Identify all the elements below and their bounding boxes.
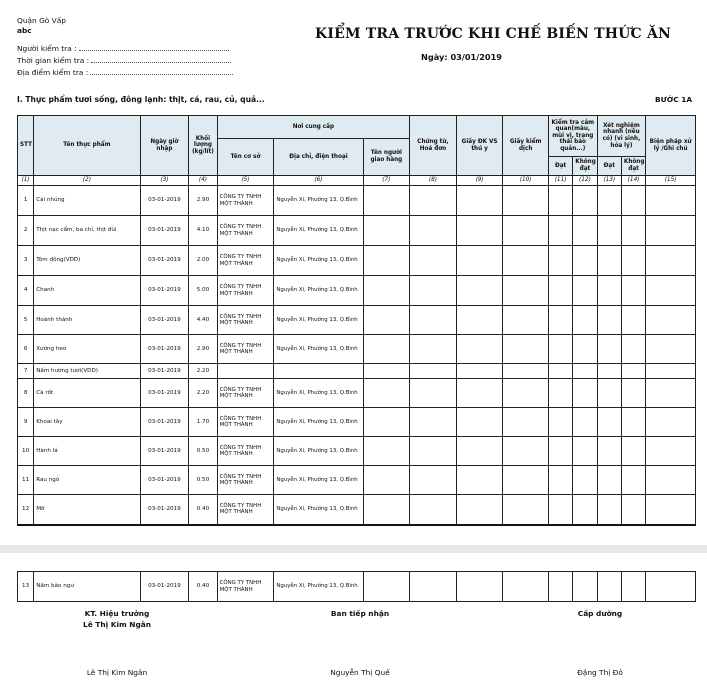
row-empty-cell (503, 276, 549, 306)
row-empty-cell (410, 335, 457, 364)
row-empty-cell (597, 246, 621, 276)
row-empty-cell (363, 246, 410, 276)
row-facility: CÔNG TY TNHH MỘT THÀNH (217, 276, 274, 306)
row-time: 03-01-2019 (140, 335, 189, 364)
row-empty-cell (573, 379, 597, 408)
inspector-field (17, 44, 229, 53)
row-empty-cell (621, 276, 645, 306)
row-empty-cell (597, 335, 621, 364)
time-label: Thời gian kiểm tra : (17, 56, 90, 65)
index-cell: (9) (456, 176, 503, 186)
row-empty-cell (363, 364, 410, 379)
row-stt: 3 (18, 246, 34, 276)
index-cell: (7) (363, 176, 410, 186)
row-food: Nấm bào ngư (34, 572, 140, 602)
index-cell: (10) (503, 176, 549, 186)
row-address: Nguyễn Xí, Phường 13, Q.Bình (274, 306, 363, 335)
row-mass: 2.00 (189, 246, 217, 276)
row-stt: 11 (18, 466, 34, 495)
row-empty-cell (363, 186, 410, 216)
row-facility: CÔNG TY TNHH MỘT THÀNH (217, 408, 274, 437)
row-empty-cell (573, 306, 597, 335)
row-time: 03-01-2019 (140, 364, 189, 379)
row-empty-cell (503, 379, 549, 408)
row-empty-cell (410, 437, 457, 466)
row-empty-cell (548, 186, 572, 216)
inspector-dots (79, 44, 229, 51)
row-empty-cell (456, 335, 503, 364)
row-empty-cell (573, 466, 597, 495)
row-food: Tôm đông(VDD) (34, 246, 140, 276)
row-empty-cell (646, 379, 696, 408)
row-empty-cell (456, 246, 503, 276)
row-address: Nguyễn Xí, Phường 13, Q.Bình (274, 335, 363, 364)
row-empty-cell (363, 466, 410, 495)
row-stt: 4 (18, 276, 34, 306)
row-mass: 2.20 (189, 379, 217, 408)
table-row (18, 186, 696, 216)
header-mass: Khối lượng (kg/lít) (189, 116, 217, 176)
row-empty-cell (548, 437, 572, 466)
row-empty-cell (621, 246, 645, 276)
row-empty-cell (573, 335, 597, 364)
row-time: 03-01-2019 (140, 495, 189, 525)
inspection-table (17, 115, 696, 526)
row-empty-cell (363, 306, 410, 335)
row-food: Khoai tây (34, 408, 140, 437)
row-empty-cell (621, 466, 645, 495)
row-empty-cell (646, 466, 696, 495)
row-empty-cell (621, 408, 645, 437)
row-mass: 5.00 (189, 276, 217, 306)
row-empty-cell (573, 495, 597, 525)
header-deliverer: Tên người giao hàng (363, 139, 410, 176)
row-empty-cell (646, 572, 696, 602)
row-empty-cell (456, 186, 503, 216)
row-food: Chanh (34, 276, 140, 306)
row-empty-cell (548, 379, 572, 408)
district-label: Quận Gò Vấp (17, 16, 66, 25)
row-mass: 2.90 (189, 186, 217, 216)
table-row (18, 335, 696, 364)
row-empty-cell (573, 364, 597, 379)
row-food: Hoành thánh (34, 306, 140, 335)
row-empty-cell (646, 364, 696, 379)
header-vs: Giấy ĐK VS thú y (456, 116, 503, 176)
row-address: Nguyễn Xí, Phường 13, Q.Bình (274, 379, 363, 408)
row-stt: 10 (18, 437, 34, 466)
row-empty-cell (363, 408, 410, 437)
row-empty-cell (597, 216, 621, 246)
row-food: Mỡ (34, 495, 140, 525)
row-mass: 2.90 (189, 335, 217, 364)
row-mass: 1.70 (189, 408, 217, 437)
header-cert: Chứng từ, Hoá đơn (410, 116, 457, 176)
table-row (18, 216, 696, 246)
row-empty-cell (646, 335, 696, 364)
row-stt: 5 (18, 306, 34, 335)
index-cell: (2) (34, 176, 140, 186)
row-empty-cell (503, 216, 549, 246)
table-row (18, 246, 696, 276)
row-empty-cell (503, 495, 549, 525)
row-empty-cell (410, 246, 457, 276)
row-food: Hành lá (34, 437, 140, 466)
row-empty-cell (597, 572, 621, 602)
row-empty-cell (573, 246, 597, 276)
inspector-label: Người kiểm tra : (17, 44, 77, 53)
report-date: Ngày: 03/01/2019 (421, 52, 503, 62)
time-dots (91, 56, 231, 63)
row-empty-cell (597, 408, 621, 437)
row-time: 03-01-2019 (140, 276, 189, 306)
row-empty-cell (548, 276, 572, 306)
table-row (18, 495, 696, 525)
row-stt: 12 (18, 495, 34, 525)
row-empty-cell (456, 216, 503, 246)
row-empty-cell (456, 437, 503, 466)
row-facility (217, 364, 274, 379)
row-empty-cell (548, 246, 572, 276)
row-empty-cell (456, 408, 503, 437)
row-empty-cell (410, 216, 457, 246)
row-empty-cell (597, 437, 621, 466)
row-time: 03-01-2019 (140, 408, 189, 437)
header-sensory: Kiểm tra cảm quan(màu, mùi vị, trạng thái bảo quản...) (548, 116, 597, 157)
row-empty-cell (456, 572, 503, 602)
row-facility: CÔNG TY TNHH MỘT THÀNH (217, 335, 274, 364)
row-empty-cell (621, 216, 645, 246)
place-field (17, 68, 233, 77)
header-measure: Biện pháp xử lý /Ghi chú (646, 116, 696, 176)
principal-name: Lê Thị Kim Ngân (86, 668, 148, 677)
row-address: Nguyễn Xí, Phường 13, Q.Bình (274, 437, 363, 466)
index-cell: (8) (410, 176, 457, 186)
table-row (18, 306, 696, 335)
header-supplier: Nơi cung cấp (217, 116, 410, 139)
row-empty-cell (573, 572, 597, 602)
row-empty-cell (503, 466, 549, 495)
row-time: 03-01-2019 (140, 246, 189, 276)
row-time: 03-01-2019 (140, 437, 189, 466)
row-empty-cell (456, 495, 503, 525)
row-empty-cell (410, 572, 457, 602)
row-time: 03-01-2019 (140, 306, 189, 335)
index-cell: (6) (274, 176, 363, 186)
row-empty-cell (503, 364, 549, 379)
row-address: Nguyễn Xí, Phường 13, Q.Bình (274, 408, 363, 437)
index-row (18, 176, 696, 186)
row-empty-cell (646, 495, 696, 525)
row-empty-cell (456, 466, 503, 495)
row-address: Nguyễn Xí, Phường 13, Q.Bình (274, 246, 363, 276)
row-food: Rau ngò (34, 466, 140, 495)
table-row (18, 437, 696, 466)
row-time: 03-01-2019 (140, 216, 189, 246)
row-empty-cell (410, 186, 457, 216)
row-facility: CÔNG TY TNHH MỘT THÀNH (217, 216, 274, 246)
row-empty-cell (410, 466, 457, 495)
row-empty-cell (597, 186, 621, 216)
page-title: KIỂM TRA TRƯỚC KHI CHẾ BIẾN THỨC ĂN (315, 26, 672, 42)
row-empty-cell (646, 276, 696, 306)
row-empty-cell (548, 364, 572, 379)
header-facility: Tên cơ sở (217, 139, 274, 176)
row-stt: 8 (18, 379, 34, 408)
row-empty-cell (503, 335, 549, 364)
row-time: 03-01-2019 (140, 186, 189, 216)
row-food: Cà rốt (34, 379, 140, 408)
row-stt: 9 (18, 408, 34, 437)
row-stt: 2 (18, 216, 34, 246)
row-empty-cell (621, 186, 645, 216)
row-empty-cell (503, 572, 549, 602)
row-food: Xương heo (34, 335, 140, 364)
row-empty-cell (548, 495, 572, 525)
row-food: Cải nhúng (34, 186, 140, 216)
row-empty-cell (646, 306, 696, 335)
row-empty-cell (410, 495, 457, 525)
table-row (18, 572, 696, 602)
row-time: 03-01-2019 (140, 466, 189, 495)
row-mass: 0.50 (189, 437, 217, 466)
header-address: Địa chỉ, điện thoại (274, 139, 363, 176)
school-label: abc (17, 26, 32, 35)
row-stt: 13 (18, 572, 34, 602)
row-mass: 0.50 (189, 466, 217, 495)
document-page-2 (0, 553, 707, 699)
row-empty-cell (548, 572, 572, 602)
row-empty-cell (410, 379, 457, 408)
row-empty-cell (503, 186, 549, 216)
row-empty-cell (597, 379, 621, 408)
row-facility: CÔNG TY TNHH MỘT THÀNH (217, 466, 274, 495)
header-rapid-pass: Đạt (597, 157, 621, 176)
row-empty-cell (503, 408, 549, 437)
row-food: Thịt nạc cẩm, ba chỉ, thịt đùi (34, 216, 140, 246)
row-empty-cell (646, 186, 696, 216)
row-empty-cell (410, 408, 457, 437)
table-row (18, 276, 696, 306)
row-empty-cell (548, 216, 572, 246)
row-facility: CÔNG TY TNHH MỘT THÀNH (217, 379, 274, 408)
row-empty-cell (456, 306, 503, 335)
row-facility: CÔNG TY TNHH MỘT THÀNH (217, 572, 274, 602)
row-facility: CÔNG TY TNHH MỘT THÀNH (217, 306, 274, 335)
row-empty-cell (597, 364, 621, 379)
row-stt: 6 (18, 335, 34, 364)
row-facility: CÔNG TY TNHH MỘT THÀNH (217, 437, 274, 466)
row-facility: CÔNG TY TNHH MỘT THÀNH (217, 495, 274, 525)
section-title: I. Thực phẩm tươi sống, đông lạnh: thịt, cá, rau, củ, quả... (17, 95, 265, 104)
row-empty-cell (573, 276, 597, 306)
row-mass: 0.40 (189, 572, 217, 602)
index-cell: (13) (597, 176, 621, 186)
row-empty-cell (456, 364, 503, 379)
header-rapid: Xét nghiệm nhanh (nếu có) (vi sinh, hóa lý) (597, 116, 646, 157)
row-empty-cell (548, 466, 572, 495)
place-label: Địa điểm kiểm tra : (17, 68, 89, 77)
row-empty-cell (410, 306, 457, 335)
row-address: Nguyễn Xí, Phường 13, Q.Bình (274, 186, 363, 216)
row-empty-cell (548, 335, 572, 364)
row-stt: 7 (18, 364, 34, 379)
row-empty-cell (456, 276, 503, 306)
row-empty-cell (646, 408, 696, 437)
index-cell: (12) (573, 176, 597, 186)
cook-name: Đặng Thị Đô (577, 668, 623, 677)
row-empty-cell (363, 216, 410, 246)
row-empty-cell (597, 466, 621, 495)
row-facility: CÔNG TY TNHH MỘT THÀNH (217, 246, 274, 276)
row-empty-cell (573, 437, 597, 466)
index-cell: (3) (140, 176, 189, 186)
header-sensory-pass: Đạt (548, 157, 572, 176)
row-empty-cell (548, 408, 572, 437)
index-cell: (15) (646, 176, 696, 186)
header-sensory-fail: Không đạt (573, 157, 597, 176)
row-empty-cell (573, 216, 597, 246)
index-cell: (4) (189, 176, 217, 186)
header-rapid-fail: Không đạt (621, 157, 645, 176)
receiver-name: Nguyễn Thị Quế (330, 668, 390, 677)
row-empty-cell (548, 306, 572, 335)
row-empty-cell (363, 276, 410, 306)
row-address: Nguyễn Xí, Phường 13, Q.Bình (274, 572, 363, 602)
header-time: Ngày giờ nhập (140, 116, 189, 176)
row-address: Nguyễn Xí, Phường 13, Q.Bình (274, 276, 363, 306)
row-empty-cell (456, 379, 503, 408)
row-empty-cell (410, 276, 457, 306)
row-empty-cell (363, 437, 410, 466)
row-mass: 4.40 (189, 306, 217, 335)
cook-title: Cấp dưỡng (577, 609, 623, 618)
row-time: 03-01-2019 (140, 379, 189, 408)
row-stt: 1 (18, 186, 34, 216)
place-dots (90, 68, 233, 75)
step-label: BƯỚC 1A (655, 95, 693, 104)
table-row (18, 379, 696, 408)
row-empty-cell (363, 495, 410, 525)
principal-subtitle: Lê Thị Kim Ngân (83, 620, 151, 629)
index-cell: (11) (548, 176, 572, 186)
row-empty-cell (646, 216, 696, 246)
row-mass: 2.20 (189, 364, 217, 379)
row-mass: 0.40 (189, 495, 217, 525)
header-food: Tên thực phẩm (34, 116, 140, 176)
inspection-table-continued (17, 571, 696, 602)
table-row (18, 408, 696, 437)
receiver-title: Ban tiếp nhận (330, 609, 390, 618)
row-empty-cell (597, 495, 621, 525)
row-empty-cell (621, 379, 645, 408)
index-cell: (5) (217, 176, 274, 186)
row-facility: CÔNG TY TNHH MỘT THÀNH (217, 186, 274, 216)
row-address: Nguyễn Xí, Phường 13, Q.Bình (274, 216, 363, 246)
row-empty-cell (621, 437, 645, 466)
header-quarantine: Giấy kiểm dịch (503, 116, 549, 176)
principal-title: KT. Hiệu trưởng (84, 609, 150, 618)
row-empty-cell (597, 306, 621, 335)
row-empty-cell (621, 495, 645, 525)
row-empty-cell (573, 408, 597, 437)
row-empty-cell (503, 437, 549, 466)
row-empty-cell (573, 186, 597, 216)
index-cell: (14) (621, 176, 645, 186)
row-empty-cell (646, 246, 696, 276)
row-address: Nguyễn Xí, Phường 13, Q.Bình (274, 495, 363, 525)
row-empty-cell (503, 306, 549, 335)
row-empty-cell (646, 437, 696, 466)
row-time: 03-01-2019 (140, 572, 189, 602)
row-food: Nấm hương tươi(VDD) (34, 364, 140, 379)
row-address: Nguyễn Xí, Phường 13, Q.Bình (274, 466, 363, 495)
index-cell: (1) (18, 176, 34, 186)
header-stt: STT (18, 116, 34, 176)
row-mass: 4.10 (189, 216, 217, 246)
row-empty-cell (503, 246, 549, 276)
table-row (18, 364, 696, 379)
row-empty-cell (410, 364, 457, 379)
row-empty-cell (621, 364, 645, 379)
row-empty-cell (621, 572, 645, 602)
row-empty-cell (621, 306, 645, 335)
row-empty-cell (363, 335, 410, 364)
row-empty-cell (363, 379, 410, 408)
row-empty-cell (597, 276, 621, 306)
row-empty-cell (621, 335, 645, 364)
row-address (274, 364, 363, 379)
time-field (17, 56, 231, 65)
table-row (18, 466, 696, 495)
row-empty-cell (363, 572, 410, 602)
